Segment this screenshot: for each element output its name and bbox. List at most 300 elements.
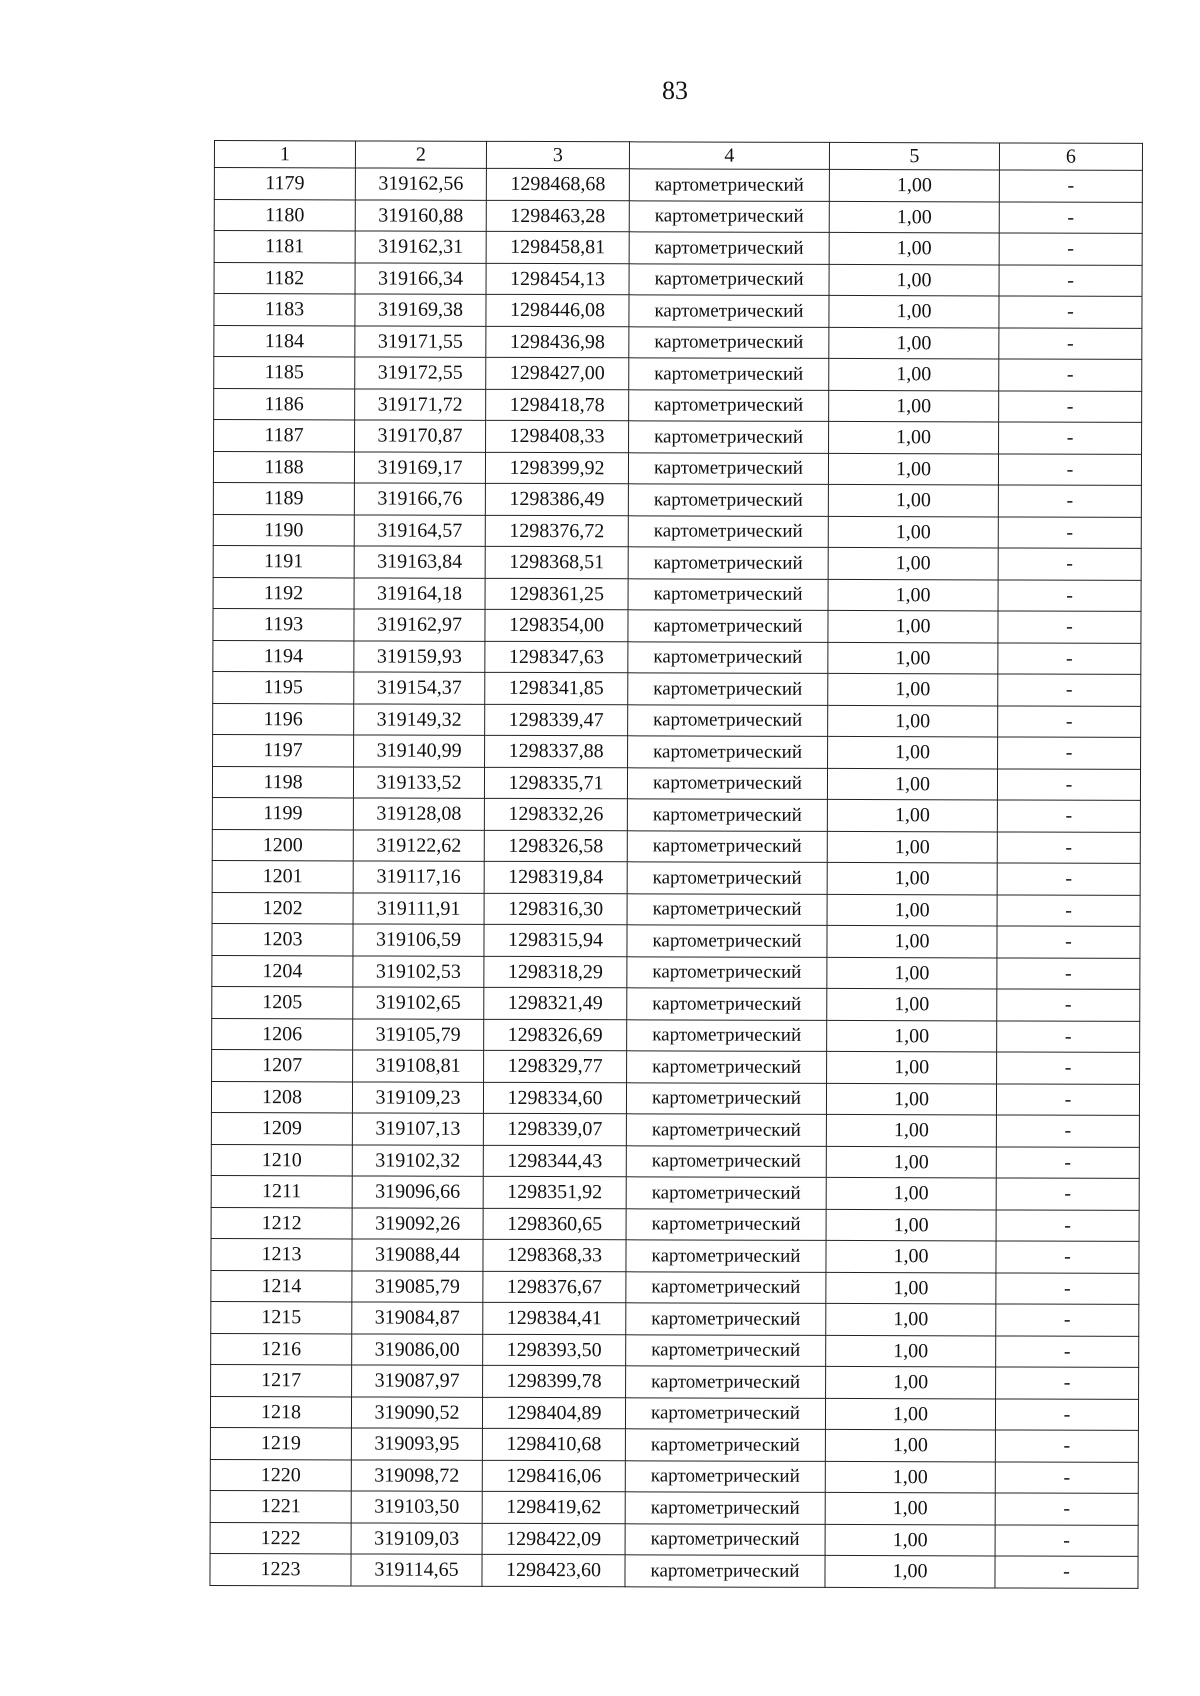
point-number-cell: 1198 (212, 766, 353, 798)
point-number-cell: 1202 (212, 892, 353, 924)
accuracy-cell: 1,00 (826, 1146, 996, 1178)
accuracy-cell: 1,00 (825, 1555, 995, 1587)
x-coordinate-cell: 319088,44 (352, 1239, 483, 1271)
x-coordinate-cell: 319087,97 (352, 1365, 483, 1397)
note-cell: - (999, 359, 1142, 391)
method-cell: картометрический (627, 767, 827, 799)
y-coordinate-cell: 1298416,06 (482, 1460, 625, 1492)
point-number-cell: 1196 (213, 703, 354, 735)
y-coordinate-cell: 1298339,07 (483, 1113, 626, 1145)
accuracy-cell: 1,00 (828, 705, 998, 737)
y-coordinate-cell: 1298316,30 (484, 893, 627, 925)
note-cell: - (995, 1556, 1138, 1588)
table-row (213, 608, 1141, 642)
y-coordinate-cell: 1298334,60 (483, 1082, 626, 1114)
point-number-cell: 1181 (214, 231, 355, 263)
method-cell: картометрический (627, 893, 827, 925)
accuracy-cell: 1,00 (827, 862, 997, 894)
method-cell: картометрический (627, 988, 827, 1020)
point-number-cell: 1223 (210, 1553, 351, 1585)
x-coordinate-cell: 319162,97 (354, 609, 485, 641)
table-row (210, 1490, 1138, 1524)
x-coordinate-cell: 319092,26 (352, 1207, 483, 1239)
method-cell: картометрический (626, 1334, 826, 1366)
table-row (212, 860, 1140, 894)
x-coordinate-cell: 319164,18 (354, 577, 485, 609)
table-row (214, 420, 1142, 454)
y-coordinate-cell: 1298427,00 (486, 357, 629, 389)
x-coordinate-cell: 319102,65 (353, 987, 484, 1019)
coordinates-table (209, 140, 1143, 1588)
note-cell: - (998, 453, 1141, 485)
note-cell: - (999, 422, 1142, 454)
accuracy-cell: 1,00 (825, 1492, 995, 1524)
point-number-cell: 1218 (210, 1396, 351, 1428)
y-coordinate-cell: 1298376,72 (485, 515, 628, 547)
accuracy-cell: 1,00 (829, 201, 999, 233)
y-coordinate-cell: 1298404,89 (482, 1397, 625, 1429)
y-coordinate-cell: 1298326,58 (484, 830, 627, 862)
point-number-cell: 1195 (213, 671, 354, 703)
point-number-cell: 1194 (213, 640, 354, 672)
point-number-cell: 1214 (211, 1270, 352, 1302)
point-number-cell: 1191 (213, 545, 354, 577)
accuracy-cell: 1,00 (829, 421, 999, 453)
point-number-cell: 1201 (212, 860, 353, 892)
point-number-cell: 1199 (212, 797, 353, 829)
x-coordinate-cell: 319114,65 (351, 1554, 482, 1586)
accuracy-cell: 1,00 (829, 327, 999, 359)
method-cell: картометрический (626, 1208, 826, 1240)
column-header: 1 (214, 141, 355, 168)
accuracy-cell: 1,00 (827, 925, 997, 957)
y-coordinate-cell: 1298339,47 (485, 704, 628, 736)
y-coordinate-cell: 1298337,88 (485, 735, 628, 767)
method-cell: картометрический (627, 925, 827, 957)
accuracy-cell: 1,00 (826, 1335, 996, 1367)
y-coordinate-cell: 1298315,94 (484, 924, 627, 956)
y-coordinate-cell: 1298319,84 (484, 861, 627, 893)
table-row (212, 829, 1140, 863)
x-coordinate-cell: 319159,93 (354, 640, 485, 672)
y-coordinate-cell: 1298393,50 (483, 1334, 626, 1366)
note-cell: - (996, 1367, 1139, 1399)
note-cell: - (995, 1430, 1138, 1462)
accuracy-cell: 1,00 (827, 894, 997, 926)
method-cell: картометрический (626, 1303, 826, 1335)
table-row (212, 766, 1140, 800)
note-cell: - (998, 516, 1141, 548)
point-number-cell: 1210 (211, 1144, 352, 1176)
table-row (213, 577, 1141, 611)
method-cell: картометрический (628, 484, 828, 516)
y-coordinate-cell: 1298321,49 (484, 987, 627, 1019)
x-coordinate-cell: 319085,79 (352, 1270, 483, 1302)
column-header: 6 (999, 143, 1142, 170)
note-cell: - (997, 831, 1140, 863)
point-number-cell: 1180 (214, 199, 355, 231)
x-coordinate-cell: 319093,95 (351, 1428, 482, 1460)
y-coordinate-cell: 1298418,78 (486, 389, 629, 421)
accuracy-cell: 1,00 (828, 673, 998, 705)
accuracy-cell: 1,00 (828, 547, 998, 579)
method-cell: картометрический (625, 1460, 825, 1492)
x-coordinate-cell: 319109,23 (352, 1081, 483, 1113)
method-cell: картометрический (628, 610, 828, 642)
table-row (213, 482, 1141, 516)
note-cell: - (998, 674, 1141, 706)
accuracy-cell: 1,00 (829, 232, 999, 264)
accuracy-cell: 1,00 (828, 579, 998, 611)
accuracy-cell: 1,00 (826, 1303, 996, 1335)
note-cell: - (999, 390, 1142, 422)
point-number-cell: 1204 (212, 955, 353, 987)
table-row (211, 1301, 1139, 1335)
method-cell: картометрический (627, 830, 827, 862)
y-coordinate-cell: 1298332,26 (484, 798, 627, 830)
y-coordinate-cell: 1298463,28 (486, 200, 629, 232)
table-row (213, 451, 1141, 485)
method-cell: картометрический (626, 1145, 826, 1177)
x-coordinate-cell: 319160,88 (355, 199, 486, 231)
point-number-cell: 1185 (214, 357, 355, 389)
note-cell: - (998, 485, 1141, 517)
x-coordinate-cell: 319128,08 (353, 798, 484, 830)
point-number-cell: 1182 (214, 262, 355, 294)
accuracy-cell: 1,00 (828, 453, 998, 485)
table-row (212, 1049, 1140, 1083)
method-cell: картометрический (625, 1555, 825, 1587)
method-cell: картометрический (628, 452, 828, 484)
note-cell: - (996, 1209, 1139, 1241)
note-cell: - (995, 1524, 1138, 1556)
point-number-cell: 1188 (213, 451, 354, 483)
x-coordinate-cell: 319107,13 (352, 1113, 483, 1145)
method-cell: картометрический (627, 799, 827, 831)
table-row (212, 797, 1140, 831)
note-cell: - (997, 800, 1140, 832)
y-coordinate-cell: 1298344,43 (483, 1145, 626, 1177)
y-coordinate-cell: 1298408,33 (486, 420, 629, 452)
table-row (214, 294, 1142, 328)
point-number-cell: 1209 (211, 1112, 352, 1144)
table-row (211, 1364, 1139, 1398)
x-coordinate-cell: 319102,53 (353, 955, 484, 987)
method-cell: картометрический (626, 1271, 826, 1303)
table-row (210, 1553, 1138, 1587)
x-coordinate-cell: 319140,99 (354, 735, 485, 767)
y-coordinate-cell: 1298326,69 (484, 1019, 627, 1051)
accuracy-cell: 1,00 (827, 799, 997, 831)
point-number-cell: 1193 (213, 608, 354, 640)
y-coordinate-cell: 1298351,92 (483, 1176, 626, 1208)
method-cell: картометрический (627, 1051, 827, 1083)
table-row (212, 892, 1140, 926)
y-coordinate-cell: 1298446,08 (486, 294, 629, 326)
accuracy-cell: 1,00 (826, 1083, 996, 1115)
accuracy-cell: 1,00 (827, 957, 997, 989)
accuracy-cell: 1,00 (826, 1209, 996, 1241)
table-row (214, 231, 1142, 265)
table-row (210, 1396, 1138, 1430)
accuracy-cell: 1,00 (828, 516, 998, 548)
x-coordinate-cell: 319098,72 (351, 1459, 482, 1491)
point-number-cell: 1208 (211, 1081, 352, 1113)
method-cell: картометрический (626, 1366, 826, 1398)
table-row (214, 388, 1142, 422)
note-cell: - (999, 233, 1142, 265)
table-row (214, 199, 1142, 233)
table-row (211, 1112, 1139, 1146)
accuracy-cell: 1,00 (825, 1429, 995, 1461)
method-cell: картометрический (627, 1019, 827, 1051)
table-row (211, 1270, 1139, 1304)
y-coordinate-cell: 1298422,09 (482, 1523, 625, 1555)
method-cell: картометрический (629, 263, 829, 295)
y-coordinate-cell: 1298399,92 (485, 452, 628, 484)
x-coordinate-cell: 319109,03 (351, 1522, 482, 1554)
note-cell: - (999, 327, 1142, 359)
method-cell: картометрический (629, 232, 829, 264)
table-row (212, 923, 1140, 957)
y-coordinate-cell: 1298386,49 (485, 483, 628, 515)
x-coordinate-cell: 319171,55 (355, 325, 486, 357)
note-cell: - (998, 548, 1141, 580)
method-cell: картометрический (626, 1082, 826, 1114)
y-coordinate-cell: 1298368,51 (485, 546, 628, 578)
method-cell: картометрический (629, 358, 829, 390)
method-cell: картометрический (626, 1177, 826, 1209)
note-cell: - (995, 1461, 1138, 1493)
note-cell: - (998, 611, 1141, 643)
y-coordinate-cell: 1298354,00 (485, 609, 628, 641)
point-number-cell: 1203 (212, 923, 353, 955)
accuracy-cell: 1,00 (829, 264, 999, 296)
table-row (211, 1081, 1139, 1115)
x-coordinate-cell: 319111,91 (353, 892, 484, 924)
point-number-cell: 1222 (210, 1522, 351, 1554)
column-header: 2 (355, 141, 486, 168)
note-cell: - (998, 579, 1141, 611)
y-coordinate-cell: 1298419,62 (482, 1491, 625, 1523)
x-coordinate-cell: 319149,32 (354, 703, 485, 735)
point-number-cell: 1213 (211, 1238, 352, 1270)
table-row (213, 545, 1141, 579)
y-coordinate-cell: 1298318,29 (484, 956, 627, 988)
method-cell: картометрический (627, 956, 827, 988)
x-coordinate-cell: 319163,84 (354, 546, 485, 578)
point-number-cell: 1206 (212, 1018, 353, 1050)
accuracy-cell: 1,00 (827, 1020, 997, 1052)
table-row (213, 703, 1141, 737)
note-cell: - (995, 1398, 1138, 1430)
note-cell: - (997, 926, 1140, 958)
note-cell: - (997, 957, 1140, 989)
method-cell: картометрический (628, 578, 828, 610)
table-row (210, 1522, 1138, 1556)
x-coordinate-cell: 319166,76 (354, 483, 485, 515)
accuracy-cell: 1,00 (825, 1398, 995, 1430)
point-number-cell: 1220 (210, 1459, 351, 1491)
page-number: 83 (662, 76, 688, 105)
y-coordinate-cell: 1298376,67 (483, 1271, 626, 1303)
note-cell: - (996, 1083, 1139, 1115)
table-row (211, 1333, 1139, 1367)
table-row (214, 325, 1142, 359)
accuracy-cell: 1,00 (827, 988, 997, 1020)
accuracy-cell: 1,00 (828, 642, 998, 674)
y-coordinate-cell: 1298384,41 (483, 1302, 626, 1334)
note-cell: - (998, 705, 1141, 737)
point-number-cell: 1183 (214, 294, 355, 326)
y-coordinate-cell: 1298436,98 (486, 326, 629, 358)
x-coordinate-cell: 319164,57 (354, 514, 485, 546)
point-number-cell: 1216 (211, 1333, 352, 1365)
x-coordinate-cell: 319133,52 (353, 766, 484, 798)
table-body (210, 168, 1142, 1588)
accuracy-cell: 1,00 (829, 169, 999, 201)
x-coordinate-cell: 319166,34 (355, 262, 486, 294)
x-coordinate-cell: 319162,31 (355, 231, 486, 263)
point-number-cell: 1197 (213, 734, 354, 766)
point-number-cell: 1207 (212, 1049, 353, 1081)
point-number-cell: 1219 (210, 1427, 351, 1459)
method-cell: картометрический (625, 1523, 825, 1555)
note-cell: - (996, 1272, 1139, 1304)
y-coordinate-cell: 1298454,13 (486, 263, 629, 295)
point-number-cell: 1189 (213, 482, 354, 514)
y-coordinate-cell: 1298341,85 (485, 672, 628, 704)
method-cell: картометрический (628, 673, 828, 705)
y-coordinate-cell: 1298335,71 (484, 767, 627, 799)
y-coordinate-cell: 1298360,65 (483, 1208, 626, 1240)
x-coordinate-cell: 319170,87 (355, 420, 486, 452)
method-cell: картометрический (629, 295, 829, 327)
accuracy-cell: 1,00 (825, 1461, 995, 1493)
note-cell: - (997, 989, 1140, 1021)
point-number-cell: 1190 (213, 514, 354, 546)
point-number-cell: 1187 (214, 420, 355, 452)
point-number-cell: 1200 (212, 829, 353, 861)
note-cell: - (999, 296, 1142, 328)
point-number-cell: 1221 (210, 1490, 351, 1522)
accuracy-cell: 1,00 (829, 390, 999, 422)
table-row (211, 1144, 1139, 1178)
point-number-cell: 1215 (211, 1301, 352, 1333)
y-coordinate-cell: 1298399,78 (483, 1365, 626, 1397)
method-cell: картометрический (625, 1492, 825, 1524)
method-cell: картометрический (629, 169, 829, 201)
note-cell: - (997, 1052, 1140, 1084)
note-cell: - (997, 863, 1140, 895)
note-cell: - (996, 1146, 1139, 1178)
note-cell: - (996, 1304, 1139, 1336)
y-coordinate-cell: 1298361,25 (485, 578, 628, 610)
point-number-cell: 1217 (211, 1364, 352, 1396)
accuracy-cell: 1,00 (829, 358, 999, 390)
method-cell: картометрический (628, 736, 828, 768)
x-coordinate-cell: 319169,38 (355, 294, 486, 326)
accuracy-cell: 1,00 (828, 736, 998, 768)
method-cell: картометрический (629, 200, 829, 232)
accuracy-cell: 1,00 (826, 1114, 996, 1146)
table-row (214, 262, 1142, 296)
note-cell: - (996, 1335, 1139, 1367)
method-cell: картометрический (628, 515, 828, 547)
accuracy-cell: 1,00 (828, 610, 998, 642)
table-row (210, 1459, 1138, 1493)
table-row (213, 734, 1141, 768)
x-coordinate-cell: 319117,16 (353, 861, 484, 893)
note-cell: - (996, 1178, 1139, 1210)
x-coordinate-cell: 319086,00 (352, 1333, 483, 1365)
table-row (211, 1238, 1139, 1272)
x-coordinate-cell: 319169,17 (354, 451, 485, 483)
accuracy-cell: 1,00 (826, 1240, 996, 1272)
note-cell: - (999, 201, 1142, 233)
note-cell: - (997, 768, 1140, 800)
point-number-cell: 1211 (211, 1175, 352, 1207)
y-coordinate-cell: 1298458,81 (486, 231, 629, 263)
note-cell: - (999, 170, 1142, 202)
method-cell: картометрический (629, 421, 829, 453)
accuracy-cell: 1,00 (826, 1177, 996, 1209)
x-coordinate-cell: 319154,37 (354, 672, 485, 704)
table-row (210, 1427, 1138, 1461)
accuracy-cell: 1,00 (826, 1366, 996, 1398)
table-row (211, 1207, 1139, 1241)
method-cell: картометрический (625, 1397, 825, 1429)
note-cell: - (999, 264, 1142, 296)
x-coordinate-cell: 319090,52 (351, 1396, 482, 1428)
point-number-cell: 1184 (214, 325, 355, 357)
point-number-cell: 1186 (214, 388, 355, 420)
y-coordinate-cell: 1298368,33 (483, 1239, 626, 1271)
y-coordinate-cell: 1298329,77 (484, 1050, 627, 1082)
table-row (213, 671, 1141, 705)
table-row (212, 955, 1140, 989)
accuracy-cell: 1,00 (826, 1272, 996, 1304)
x-coordinate-cell: 319162,56 (355, 168, 486, 200)
table-row (213, 514, 1141, 548)
accuracy-cell: 1,00 (829, 295, 999, 327)
table-header-row (214, 141, 1142, 171)
x-coordinate-cell: 319105,79 (353, 1018, 484, 1050)
accuracy-cell: 1,00 (827, 1051, 997, 1083)
table-row (214, 168, 1142, 202)
point-number-cell: 1179 (214, 168, 355, 200)
note-cell: - (995, 1493, 1138, 1525)
table-row (213, 640, 1141, 674)
point-number-cell: 1212 (211, 1207, 352, 1239)
x-coordinate-cell: 319084,87 (352, 1302, 483, 1334)
method-cell: картометрический (625, 1429, 825, 1461)
method-cell: картометрический (626, 1240, 826, 1272)
note-cell: - (996, 1241, 1139, 1273)
point-number-cell: 1205 (212, 986, 353, 1018)
table-row (212, 1018, 1140, 1052)
table-row (212, 986, 1140, 1020)
column-header: 5 (829, 142, 999, 170)
note-cell: - (998, 737, 1141, 769)
table-row (211, 1175, 1139, 1209)
y-coordinate-cell: 1298468,68 (486, 168, 629, 200)
column-header: 3 (486, 141, 629, 168)
method-cell: картометрический (626, 1114, 826, 1146)
x-coordinate-cell: 319103,50 (351, 1491, 482, 1523)
x-coordinate-cell: 319122,62 (353, 829, 484, 861)
x-coordinate-cell: 319171,72 (355, 388, 486, 420)
